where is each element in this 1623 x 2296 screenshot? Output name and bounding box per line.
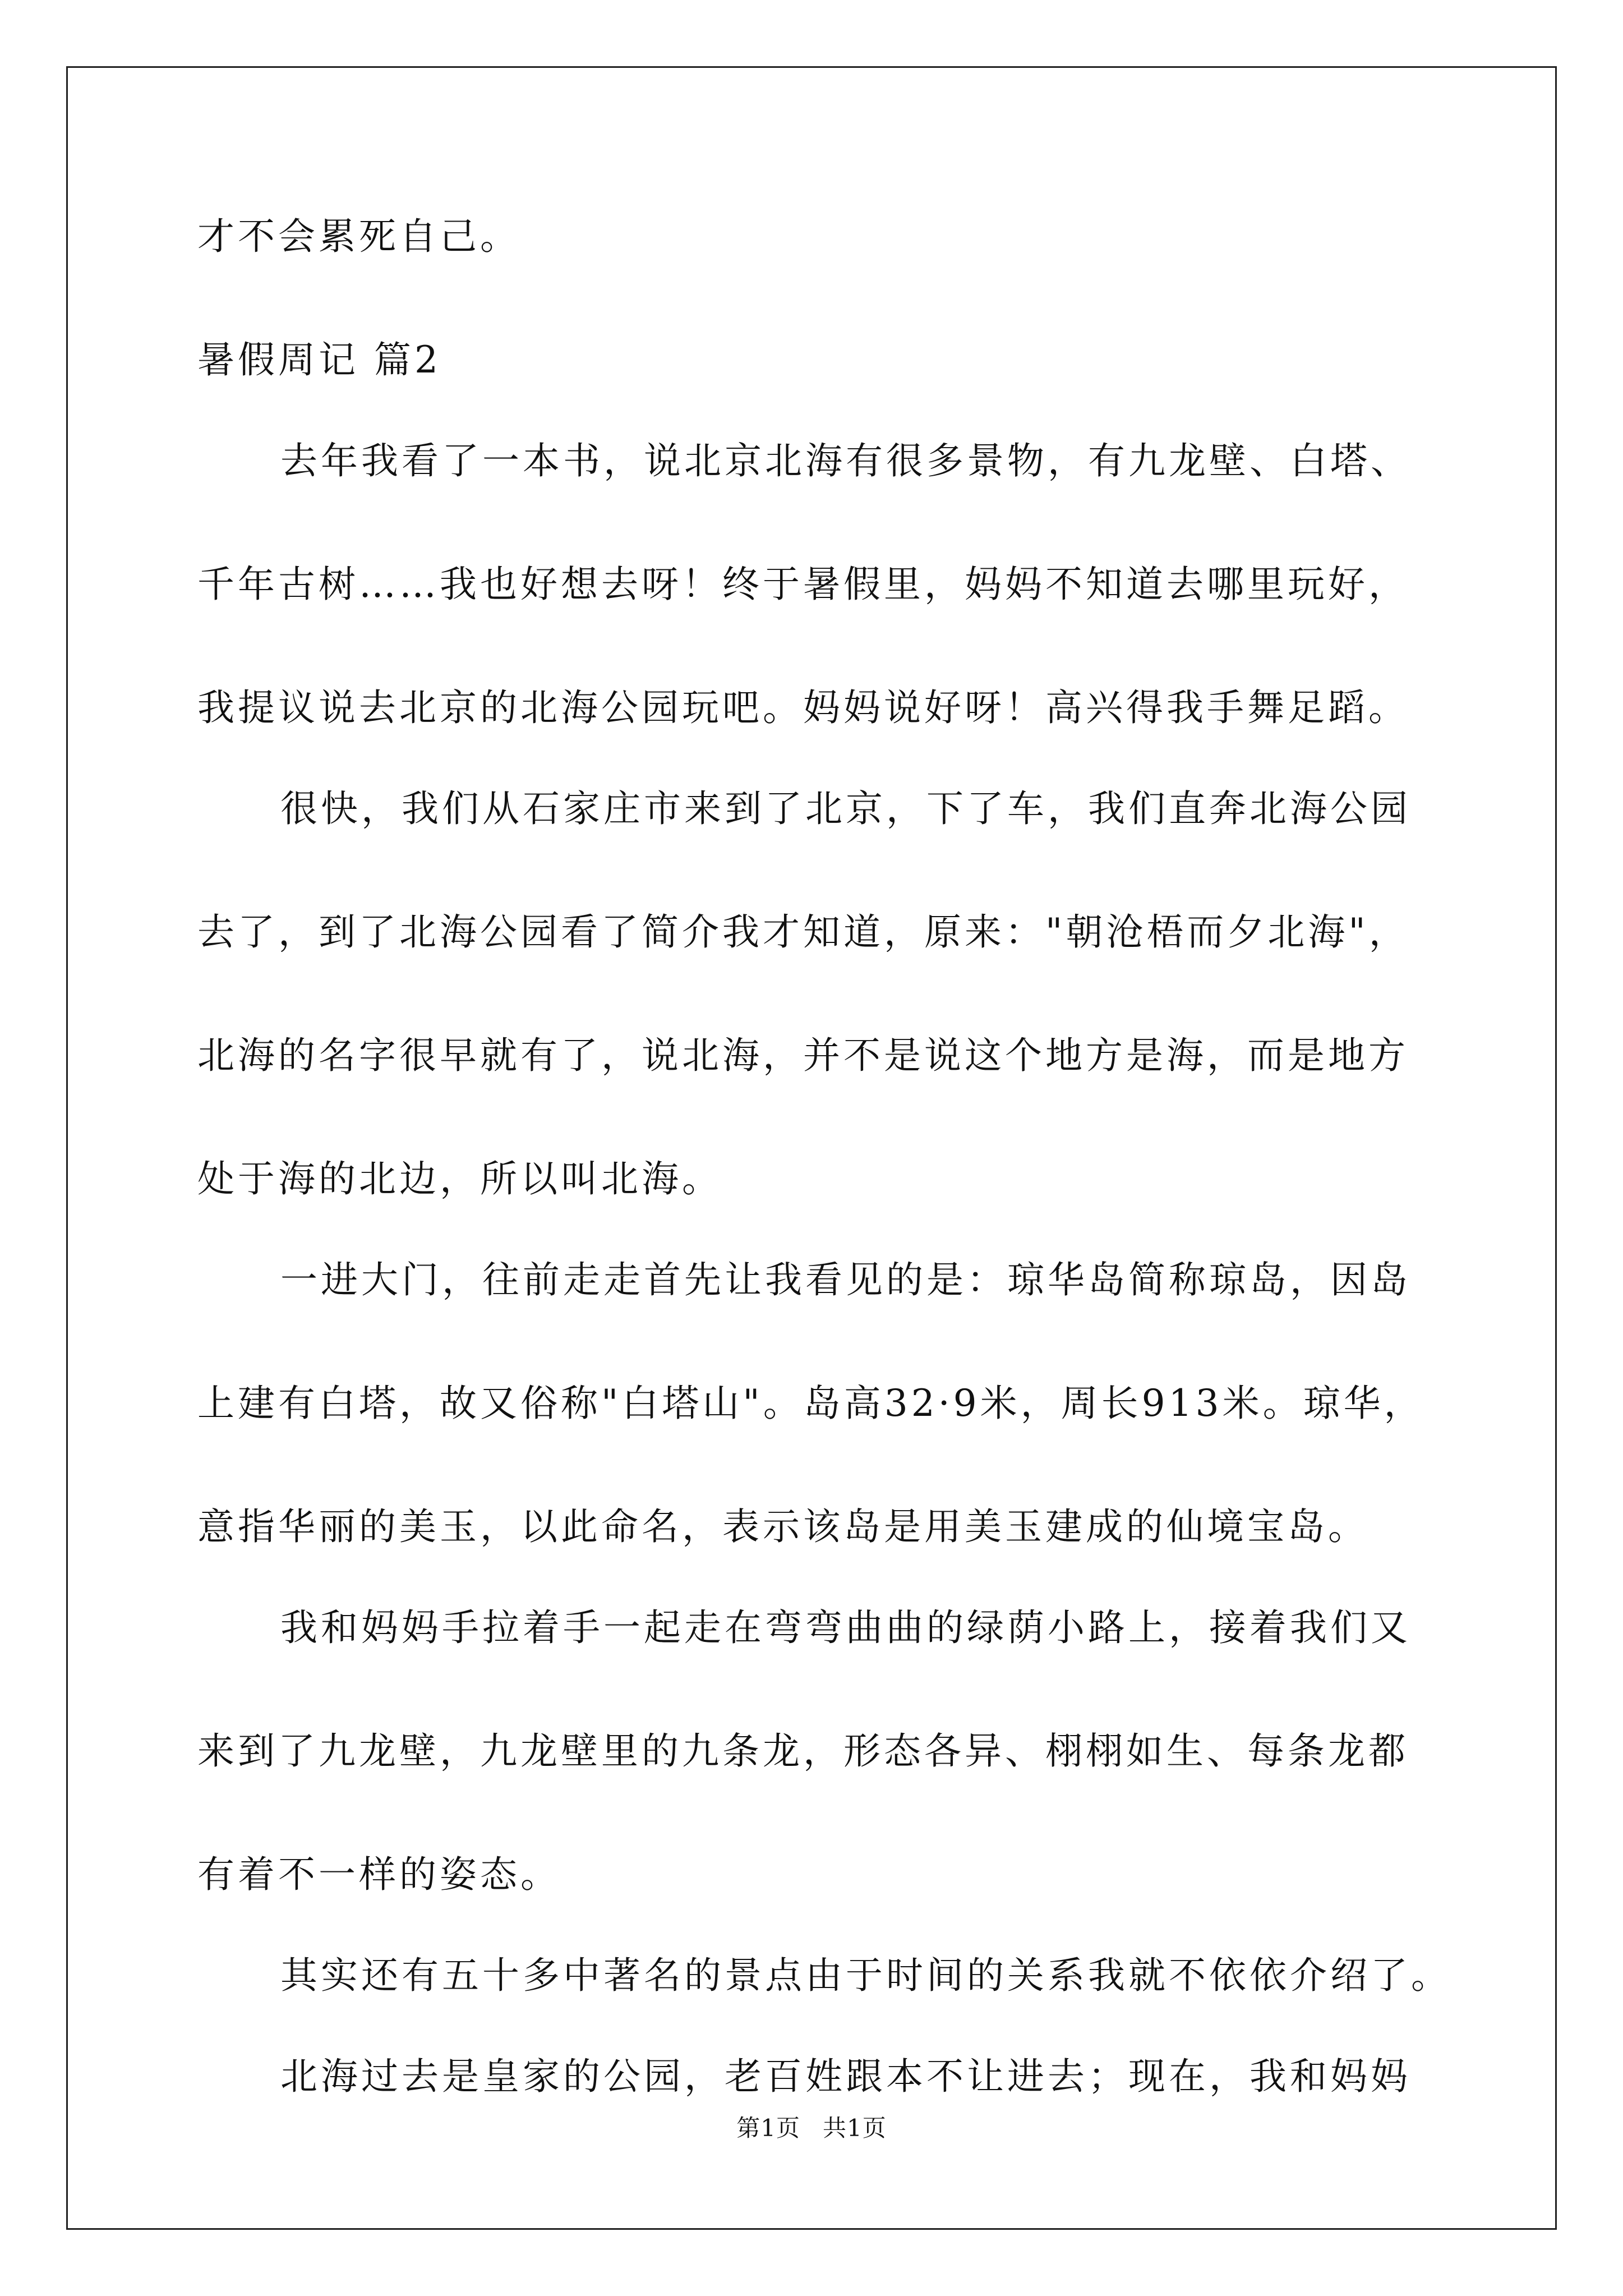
paragraph-line: 有着不一样的姿态。 [197, 1853, 561, 1896]
paragraph-line: 北海过去是皇家的公园，老百姓跟本不让进去；现在，我和妈妈 [280, 2055, 1411, 2098]
page-border [66, 66, 1557, 2230]
paragraph-line: 很快，我们从石家庄市来到了北京，下了车，我们直奔北海公园 [280, 787, 1411, 830]
paragraph-line: 我和妈妈手拉着手一起走在弯弯曲曲的绿荫小路上，接着我们又 [280, 1606, 1411, 1649]
paragraph-line: 处于海的北边，所以叫北海。 [197, 1157, 722, 1200]
text-line: 才不会累死自己。 [197, 215, 520, 258]
section-heading: 暑假周记 篇2 [197, 338, 441, 381]
paragraph-line: 一进大门，往前走走首先让我看见的是：琼华岛简称琼岛，因岛 [280, 1258, 1411, 1301]
paragraph-line: 千年古树……我也好想去呀！终于暑假里，妈妈不知道去哪里玩好， [197, 563, 1409, 606]
paragraph-line: 我提议说去北京的北海公园玩吧。妈妈说好呀！高兴得我手舞足蹈。 [197, 686, 1409, 729]
paragraph-line: 上建有白塔，故又俗称"白塔山"。岛高32·9米，周长913米。琼华， [197, 1382, 1424, 1425]
paragraph-line: 意指华丽的美玉，以此命名，表示该岛是用美玉建成的仙境宝岛。 [197, 1505, 1368, 1548]
paragraph-line: 来到了九龙壁，九龙壁里的九条龙，形态各异、栩栩如生、每条龙都 [197, 1729, 1409, 1773]
paragraph-line: 去了，到了北海公园看了简介我才知道，原来："朝沧梧而夕北海"， [197, 910, 1409, 954]
page-number: 第1页 [736, 2114, 800, 2142]
paragraph-line: 其实还有五十多中著名的景点由于时间的关系我就不依依介绍了。 [280, 1954, 1451, 1997]
page-footer [0, 2114, 1623, 2143]
paragraph-line: 北海的名字很早就有了，说北海，并不是说这个地方是海，而是地方 [197, 1034, 1409, 1077]
page-total: 共1页 [823, 2114, 887, 2142]
paragraph-line: 去年我看了一本书，说北京北海有很多景物，有九龙壁、白塔、 [280, 439, 1411, 482]
